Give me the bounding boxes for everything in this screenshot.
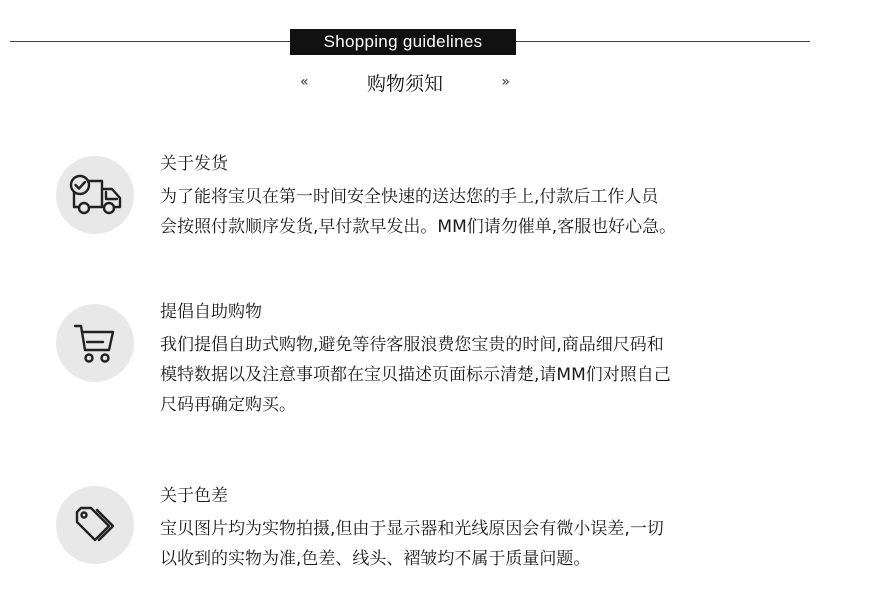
body-line: 宝贝图片均为实物拍摄,但由于显示器和光线原因会有微小误差,一切 bbox=[160, 519, 664, 539]
body-line: 尺码再确定购买。 bbox=[160, 395, 296, 415]
section-body bbox=[160, 182, 800, 242]
section-title: 提倡自助购物 bbox=[160, 302, 262, 322]
body-line: 模特数据以及注意事项都在宝贝描述页面标示清楚,请MM们对照自己 bbox=[160, 365, 671, 385]
body-line: 以收到的实物为准,色差、线头、褶皱均不属于质量问题。 bbox=[160, 549, 591, 569]
subtitle-row bbox=[300, 68, 510, 96]
section-body bbox=[160, 330, 800, 420]
shopping-guidelines-badge: Shopping guidelines bbox=[290, 29, 516, 55]
section-title: 关于色差 bbox=[160, 486, 228, 506]
body-line: 我们提倡自助式购物,避免等待客服浪费您宝贵的时间,商品细尺码和 bbox=[160, 335, 664, 355]
delivery-truck-icon bbox=[56, 156, 134, 234]
shopping-cart-icon bbox=[56, 304, 134, 382]
page-subtitle: 购物须知 bbox=[366, 72, 443, 95]
left-quote-mark: « bbox=[300, 74, 309, 90]
right-quote-mark: » bbox=[501, 74, 510, 90]
section-title: 关于发货 bbox=[160, 154, 228, 174]
body-line: 会按照付款顺序发货,早付款早发出。MM们请勿催单,客服也好心急。 bbox=[160, 217, 677, 237]
body-line: 为了能将宝贝在第一时间安全快速的送达您的手上,付款后工作人员 bbox=[160, 187, 659, 207]
price-tag-icon bbox=[56, 486, 134, 564]
section-body bbox=[160, 514, 800, 574]
